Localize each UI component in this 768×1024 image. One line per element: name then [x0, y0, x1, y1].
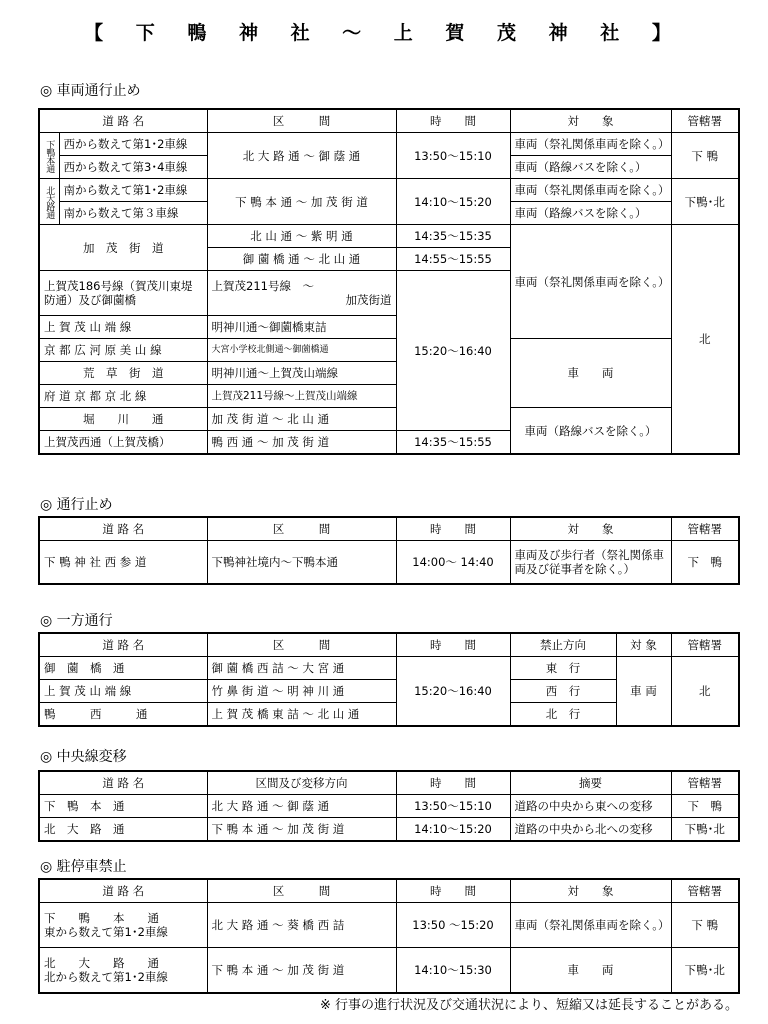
road-cell: 上賀茂186号線（賀茂川東堤防通）及び御薗橋 — [39, 271, 207, 316]
table-row — [39, 225, 739, 248]
header-target: 対 象 — [510, 879, 671, 903]
table-header — [39, 517, 739, 541]
road-cell: 北 大 路 通 — [39, 818, 207, 842]
time-cell: 14:00～ 14:40 — [396, 541, 510, 585]
target-cell: 車両（祭礼関係車両を除く。） — [510, 903, 671, 948]
header-office: 管轄署 — [671, 517, 739, 541]
time-cell: 14:55～15:55 — [396, 248, 510, 271]
header-time: 時 間 — [396, 633, 510, 657]
header-office: 管轄署 — [671, 771, 739, 795]
header-section: 区 間 — [207, 633, 396, 657]
office-cell: 下 鴨 — [671, 903, 739, 948]
section-cell: 明神川通～上賀茂山端線 — [207, 362, 396, 385]
direction-cell: 北 行 — [510, 703, 616, 727]
time-cell: 14:35～15:55 — [396, 431, 510, 455]
road-cell: 南から数えて第1･2車線 — [59, 179, 207, 202]
office-cell: 下 鴨 — [671, 795, 739, 818]
header-target: 対 象 — [616, 633, 671, 657]
header-direction: 禁止方向 — [510, 633, 616, 657]
header-time: 時 間 — [396, 771, 510, 795]
road-cell: 西から数えて第1･2車線 — [59, 133, 207, 156]
header-section: 区 間 — [207, 517, 396, 541]
road-cell: 府 道 京 都 京 北 線 — [39, 385, 207, 408]
section-cell: 鴨 西 通 ～ 加 茂 街 道 — [207, 431, 396, 455]
table-row — [39, 795, 739, 818]
page-title: 【 下 鴨 神 社 ～ 上 賀 茂 神 社 】 — [84, 22, 684, 44]
road-cell: 上 賀 茂 山 端 線 — [39, 680, 207, 703]
section-cell: 竹 鼻 街 道 ～ 明 神 川 通 — [207, 680, 396, 703]
header-road: 道 路 名 — [39, 517, 207, 541]
section-cell: 御 薗 橋 通 ～ 北 山 通 — [207, 248, 396, 271]
one-way-table — [38, 632, 740, 727]
direction-cell: 東 行 — [510, 657, 616, 680]
office-cell: 下鴨･北 — [671, 179, 739, 225]
office-cell: 下 鴨 — [671, 541, 739, 585]
section-cell: 上賀茂211号線～上賀茂山端線 — [207, 385, 396, 408]
road-cell — [39, 903, 207, 948]
table-row — [39, 408, 739, 431]
target-cell: 車 両 — [616, 657, 671, 727]
footnote: ※ 行事の進行状況及び交通状況により、短縮又は延長することがある。 — [319, 998, 738, 1013]
section-heading-no-parking: ◎ 駐停車禁止 — [40, 859, 127, 875]
section-heading-centerline-shift: ◎ 中央線変移 — [40, 749, 127, 765]
time-cell: 15:20～16:40 — [396, 657, 510, 727]
time-cell: 14:10～15:20 — [396, 179, 510, 225]
section-heading-one-way: ◎ 一方通行 — [40, 613, 113, 629]
table-row — [39, 339, 739, 362]
road-cell: 加 茂 街 道 — [39, 225, 207, 271]
table-header — [39, 109, 739, 133]
header-road: 道 路 名 — [39, 771, 207, 795]
table-row — [39, 133, 739, 156]
road-cell: 上賀茂西通（上賀茂橋） — [39, 431, 207, 455]
road-name: 下 鴨 本 通 — [44, 911, 159, 925]
section-cell: 大宮小学校北側通～御薗橋通 — [207, 339, 396, 362]
section-cell: 下 鴨 本 通 ～ 加 茂 街 道 — [207, 948, 396, 994]
time-cell: 14:35～15:35 — [396, 225, 510, 248]
section-heading-road-closure: ◎ 車両通行止め — [40, 83, 141, 99]
header-office: 管轄署 — [671, 109, 739, 133]
time-cell: 13:50 ～15:20 — [396, 903, 510, 948]
target-cell: 車 両 — [510, 948, 671, 994]
header-road: 道 路 名 — [39, 633, 207, 657]
road-lanes: 北から数えて第1･2車線 — [44, 970, 168, 984]
road-cell: 堀 川 通 — [39, 408, 207, 431]
section-cell: 下鴨神社境内～下鴨本通 — [207, 541, 396, 585]
time-cell: 13:50～15:10 — [396, 133, 510, 179]
section-cell: 明神川通～御薗橋東詰 — [207, 316, 396, 339]
header-road: 道 路 名 — [39, 109, 207, 133]
note-cell: 道路の中央から東への変移 — [510, 795, 671, 818]
section-line: 上賀茂211号線 ～ — [211, 279, 314, 293]
target-cell: 車両（祭礼関係車両を除く。） — [510, 133, 671, 156]
road-cell: 南から数えて第３車線 — [59, 202, 207, 225]
target-cell: 車 両 — [510, 339, 671, 408]
road-cell: 鴨 西 通 — [39, 703, 207, 727]
header-target: 対 象 — [510, 517, 671, 541]
header-office: 管轄署 — [671, 879, 739, 903]
header-time: 時 間 — [396, 879, 510, 903]
no-parking-table — [38, 878, 740, 994]
office-cell: 下 鴨 — [671, 133, 739, 179]
road-cell: 荒 草 街 道 — [39, 362, 207, 385]
section-cell: 加 茂 街 道 ～ 北 山 通 — [207, 408, 396, 431]
section-cell: 北 大 路 通 ～ 葵 橋 西 詰 — [207, 903, 396, 948]
road-cell: 下 鴨 本 通 — [39, 795, 207, 818]
road-cell: 上 賀 茂 山 端 線 — [39, 316, 207, 339]
target-cell: 車両（祭礼関係車両を除く。） — [510, 179, 671, 202]
target-cell: 車両（路線バスを除く。） — [510, 156, 671, 179]
road-closure-table — [38, 108, 740, 455]
table-header — [39, 771, 739, 795]
section-cell — [207, 271, 396, 316]
direction-cell: 西 行 — [510, 680, 616, 703]
header-target: 対 象 — [510, 109, 671, 133]
section-cell: 御 薗 橋 西 詰 ～ 大 宮 通 — [207, 657, 396, 680]
target-cell: 車両（路線バスを除く。） — [510, 202, 671, 225]
target-cell: 車両（祭礼関係車両を除く。） — [510, 225, 671, 339]
table-row — [39, 948, 739, 994]
header-office: 管轄署 — [671, 633, 739, 657]
table-header — [39, 879, 739, 903]
time-cell: 14:10～15:30 — [396, 948, 510, 994]
note-cell: 道路の中央から北への変移 — [510, 818, 671, 842]
group-label: 北大路通 — [39, 179, 59, 225]
table-row — [39, 179, 739, 202]
table-row — [39, 541, 739, 585]
road-cell: 下 鴨 神 社 西 参 道 — [39, 541, 207, 585]
header-time: 時 間 — [396, 517, 510, 541]
header-time: 時 間 — [396, 109, 510, 133]
header-section: 区 間 — [207, 109, 396, 133]
centerline-shift-table — [38, 770, 740, 842]
office-cell: 下鴨･北 — [671, 818, 739, 842]
table-row — [39, 818, 739, 842]
header-section: 区 間 — [207, 879, 396, 903]
section-cell: 上 賀 茂 橋 東 詰 ～ 北 山 通 — [207, 703, 396, 727]
time-cell: 13:50～15:10 — [396, 795, 510, 818]
road-lanes: 東から数えて第1･2車線 — [44, 925, 168, 939]
office-cell: 北 — [671, 225, 739, 455]
header-note: 摘要 — [510, 771, 671, 795]
road-cell — [39, 948, 207, 994]
table-header — [39, 633, 739, 657]
time-cell: 14:10～15:20 — [396, 818, 510, 842]
section-cell: 下 鴨 本 通 ～ 加 茂 街 道 — [207, 818, 396, 842]
header-section: 区間及び変移方向 — [207, 771, 396, 795]
section-cell: 北 大 路 通 ～ 御 蔭 通 — [207, 795, 396, 818]
section-line: 加茂街道 — [345, 293, 392, 307]
section-cell: 北 山 通 ～ 紫 明 通 — [207, 225, 396, 248]
section-heading-closure: ◎ 通行止め — [40, 497, 113, 513]
closure-table — [38, 516, 740, 585]
group-label: 下鴨本通 — [39, 133, 59, 179]
section-cell: 下 鴨 本 通 ～ 加 茂 街 道 — [207, 179, 396, 225]
section-cell: 北 大 路 通 ～ 御 蔭 通 — [207, 133, 396, 179]
office-cell: 北 — [671, 657, 739, 727]
table-row — [39, 657, 739, 680]
road-cell: 御 薗 橋 通 — [39, 657, 207, 680]
road-name: 北 大 路 通 — [44, 956, 159, 970]
target-cell: 車両（路線バスを除く。） — [510, 408, 671, 455]
road-cell: 西から数えて第3･4車線 — [59, 156, 207, 179]
time-cell: 15:20～16:40 — [396, 271, 510, 431]
target-cell: 車両及び歩行者（祭礼関係車両及び従事者を除く。） — [510, 541, 671, 585]
office-cell: 下鴨･北 — [671, 948, 739, 994]
header-road: 道 路 名 — [39, 879, 207, 903]
road-cell: 京 都 広 河 原 美 山 線 — [39, 339, 207, 362]
table-row — [39, 903, 739, 948]
